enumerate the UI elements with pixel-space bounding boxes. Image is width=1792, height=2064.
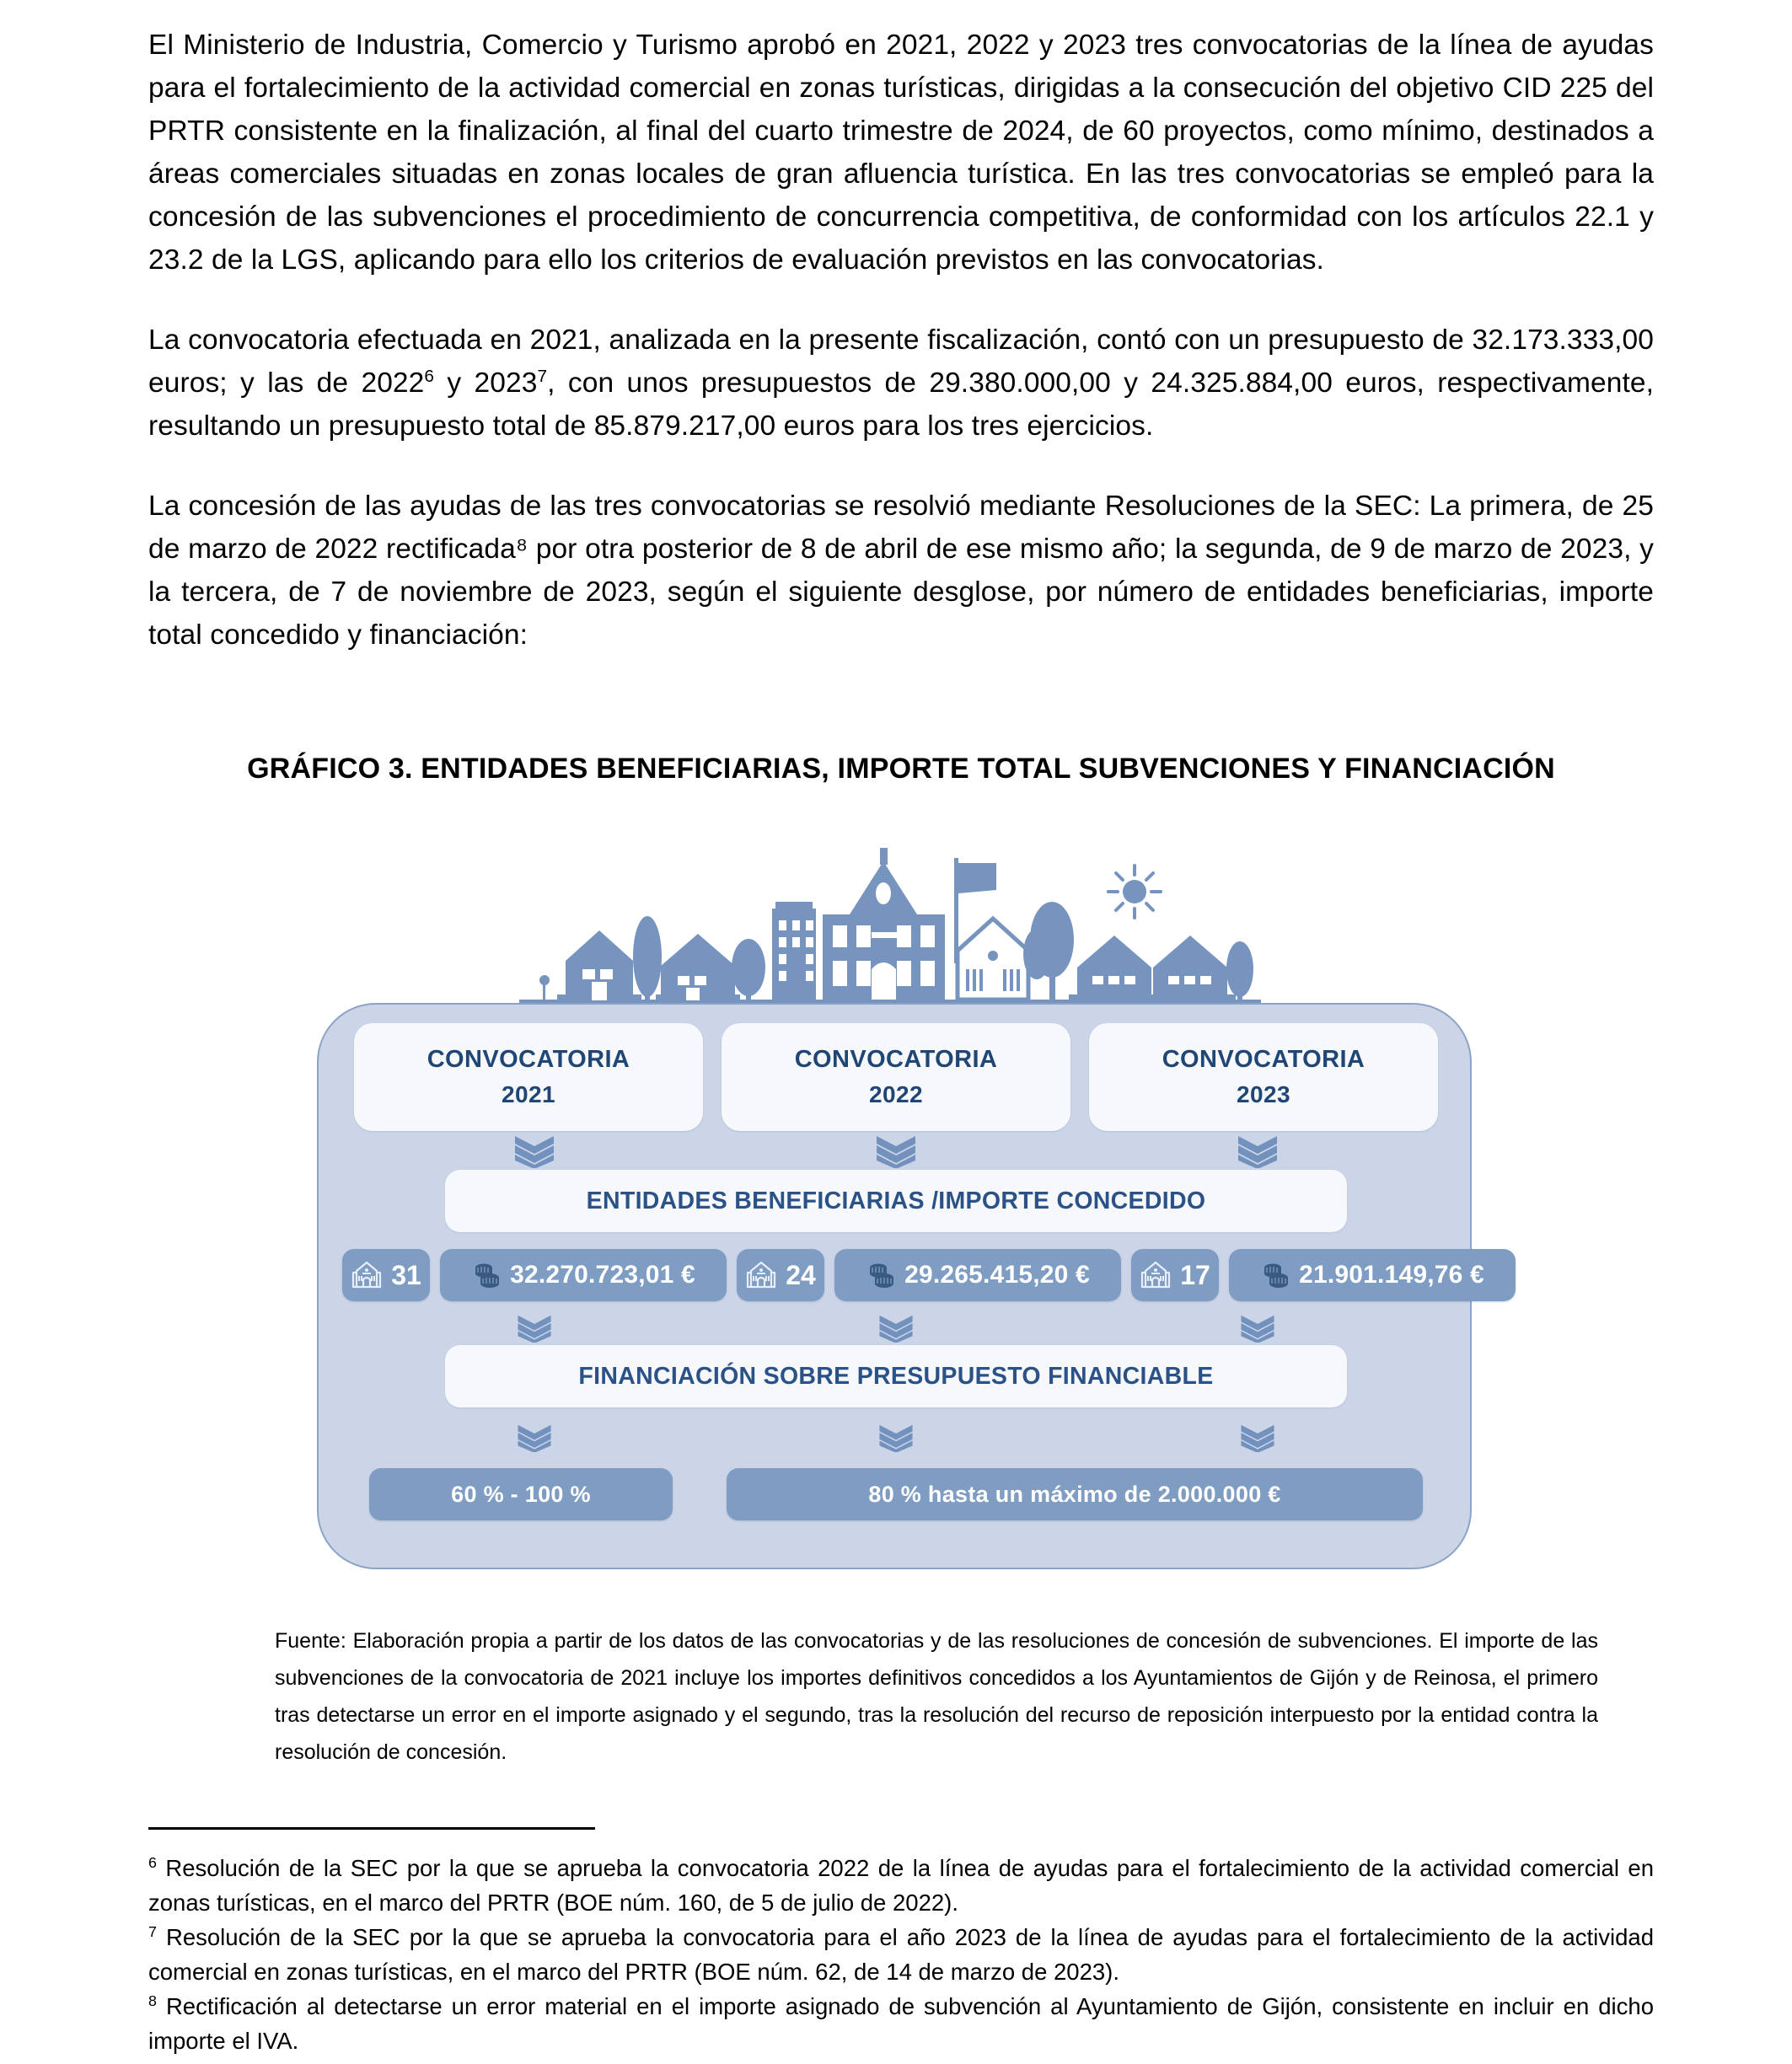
paragraph-2-part-b: y 2023	[434, 367, 538, 399]
convocatoria-label-2021: CONVOCATORIA	[427, 1046, 630, 1073]
chevron-down-icon	[515, 1423, 554, 1452]
convocatoria-year-2023: 2023	[1237, 1081, 1290, 1107]
amount-value-2021: 32.270.723,01 €	[510, 1261, 695, 1289]
footnote-ref-7[interactable]: 7	[537, 366, 548, 386]
chevron-down-icon	[1238, 1314, 1277, 1343]
convocatoria-card-2021	[354, 1023, 703, 1131]
footnote-separator	[148, 1827, 595, 1830]
convocatoria-cards-row	[319, 1005, 1473, 1131]
chevron-down-icon	[515, 1314, 554, 1343]
infographic-graphic-3	[148, 843, 1654, 1576]
chevron-down-icon	[877, 1314, 915, 1343]
footnote-ref-6[interactable]: 6	[424, 366, 435, 386]
convocatoria-year-2022: 2022	[869, 1081, 923, 1107]
chevron-row-3	[319, 1419, 1473, 1456]
entities-count-2022: 24	[786, 1259, 816, 1290]
footnote-marker-7: 7	[148, 1922, 157, 1940]
building-icon	[1140, 1259, 1172, 1291]
footnote-8	[148, 1989, 1654, 2058]
footnote-text-8: Rectificación al detectarse un error material en el importe asignado de subvención al Ayuntamiento de Gijón, consistente en incluir en dicho importe el IVA.	[148, 1993, 1654, 2054]
chevron-down-icon	[1235, 1134, 1280, 1168]
convocatoria-year-2021: 2021	[502, 1081, 555, 1107]
chevron-down-icon	[512, 1134, 557, 1168]
paragraph-2	[148, 319, 1654, 448]
coins-icon	[471, 1260, 502, 1290]
building-icon	[351, 1259, 383, 1291]
entities-pill-2022	[737, 1249, 824, 1301]
footnote-7	[148, 1920, 1654, 1989]
footnote-marker-8: 8	[148, 1992, 157, 2009]
building-icon	[745, 1259, 777, 1291]
amount-value-2023: 21.901.149,76 €	[1299, 1261, 1484, 1289]
amount-pill-2023	[1229, 1249, 1516, 1301]
chart-title: GRÁFICO 3. ENTIDADES BENEFICIARIAS, IMPORTE TOTAL SUBVENCIONES Y FINANCIACIÓN	[247, 753, 1555, 785]
paragraph-3: La concesión de las ayudas de las tres convocatorias se resolvió mediante Resoluciones de la SEC: La primera, de 25 de marzo de 2022 rectificada⁸ por otra posterior de 8 de abril de ese mismo año; la segunda, de 9 de marzo de 2023, y la tercera, de 7 de noviembre de 2023, según el siguiente desglose, por número de entidades beneficiarias, importe total concedido y financiación:	[148, 491, 1654, 651]
data-pills-row	[319, 1247, 1484, 1303]
financing-bar-2022-2023: 80 % hasta un máximo de 2.000.000 €	[727, 1468, 1423, 1520]
convocatoria-label-2022: CONVOCATORIA	[794, 1046, 998, 1073]
entities-pill-2021	[342, 1249, 430, 1301]
data-group-2023	[1131, 1249, 1516, 1301]
data-group-2022	[737, 1249, 1121, 1301]
convocatoria-card-2022	[722, 1023, 1070, 1131]
band-financiacion: FINANCIACIÓN SOBRE PRESUPUESTO FINANCIABLE	[445, 1345, 1347, 1407]
chevron-down-icon	[873, 1134, 919, 1168]
coins-icon	[1260, 1260, 1290, 1290]
footnote-text-6: Resolución de la SEC por la que se aprueba la convocatoria 2022 de la línea de ayudas para el fortalecimiento de la actividad comercial en zonas turísticas, en el marco del PRTR (BOE núm. 160, de 5 de julio de 2022).	[148, 1855, 1654, 1916]
chevron-row-1	[319, 1133, 1473, 1170]
cityscape-illustration	[519, 843, 1261, 1007]
chevron-row-2	[319, 1310, 1473, 1347]
footnote-marker-6: 6	[148, 1853, 157, 1871]
footnote-6	[148, 1851, 1654, 1920]
entities-count-2023: 17	[1180, 1259, 1210, 1290]
footnote-text-7: Resolución de la SEC por la que se aprueba la convocatoria para el año 2023 de la línea de ayudas para el fortalecimiento de la actividad comercial en zonas turísticas, en el marco del PRTR (BOE núm. 62, de 14 de marzo de 2023).	[148, 1924, 1654, 1985]
amount-pill-2021	[440, 1249, 727, 1301]
coins-icon	[866, 1260, 896, 1290]
paragraph-2-part-a: La convocatoria efectuada en 2021, analizada en la presente fiscalización, contó con un presupuesto de 32.173.333,00 euros; y las de 2022	[148, 324, 1654, 399]
paragraph-1: El Ministerio de Industria, Comercio y Turismo aprobó en 2021, 2022 y 2023 tres convocatorias de la línea de ayudas para el fortalecimiento de la actividad comercial en zonas turísticas, dirigidas a la consecución del objetivo CID 225 del PRTR consistente en la finalización, al final del cuarto trimestre de 2024, de 60 proyectos, como mínimo, destinados a áreas comerciales situadas en zonas locales de gran afluencia turística. En las tres convocatorias se empleó para la concesión de las subvenciones el procedimiento de concurrencia competitiva, de conformidad con los artículos 22.1 y 23.2 de la LGS, aplicando para ello los criterios de evaluación previstos en las convocatorias.	[148, 29, 1654, 276]
chevron-down-icon	[1238, 1423, 1277, 1452]
infographic-panel	[317, 1003, 1484, 1569]
amount-value-2022: 29.265.415,20 €	[904, 1261, 1090, 1289]
entities-count-2021: 31	[391, 1259, 421, 1290]
financing-bars-row	[319, 1466, 1473, 1522]
source-note: Fuente: Elaboración propia a partir de los datos de las convocatorias y de las resoluciones de concesión de subvenciones. El importe de las subvenciones de la convocatoria de 2021 incluye los importes definitivos concedidos a los Ayuntamientos de Gijón y de Reinosa, el primero tras detectarse un error en el importe asignado y el segundo, tras la resolución del recurso de reposición interpuesto por la entidad contra la resolución de concesión.	[275, 1629, 1598, 1764]
data-group-2021	[342, 1249, 727, 1301]
convocatoria-label-2023: CONVOCATORIA	[1162, 1046, 1365, 1073]
footnotes-block	[148, 1851, 1654, 2058]
amount-pill-2022	[834, 1249, 1121, 1301]
paragraph-2-part-c: , con unos presupuestos de 29.380.000,00 y 24.325.884,00 euros, respectivamente, resultando un presupuesto total de 85.879.217,00 euros para los tres ejercicios.	[148, 367, 1654, 442]
convocatoria-card-2023	[1089, 1023, 1438, 1131]
entities-pill-2023	[1131, 1249, 1219, 1301]
financing-bar-2021: 60 % - 100 %	[369, 1468, 673, 1520]
band-entidades-beneficiarias: ENTIDADES BENEFICIARIAS /IMPORTE CONCEDIDO	[445, 1170, 1347, 1232]
chevron-down-icon	[877, 1423, 915, 1452]
body-text	[148, 24, 1654, 657]
